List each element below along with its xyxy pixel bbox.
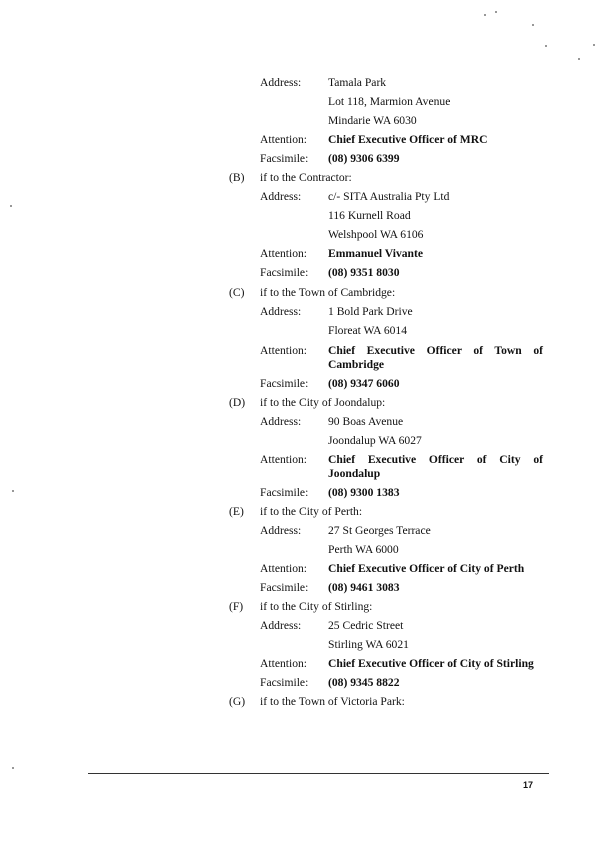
item-intro: if to the City of Stirling:: [260, 600, 373, 613]
address-line: 90 Boas Avenue: [328, 415, 404, 428]
scan-speck: [593, 44, 595, 46]
facsimile-value: (08) 9351 8030: [328, 266, 400, 279]
scan-speck: [578, 58, 580, 60]
address-label: Address:: [260, 415, 302, 428]
attention-value-continued: Cambridge: [328, 358, 385, 371]
scan-speck: [12, 767, 14, 769]
scan-speck: [484, 14, 486, 16]
address-line: 116 Kurnell Road: [328, 209, 411, 222]
scan-speck: [532, 24, 534, 26]
attention-value: Chief Executive Officer of MRC: [328, 133, 488, 146]
item-letter: (E): [229, 505, 244, 518]
address-line: c/- SITA Australia Pty Ltd: [328, 190, 450, 203]
address-line: Joondalup WA 6027: [328, 434, 422, 447]
facsimile-value: (08) 9345 8822: [328, 676, 400, 689]
address-label: Address:: [260, 619, 302, 632]
address-label: Address:: [260, 524, 302, 537]
address-line: 27 St Georges Terrace: [328, 524, 431, 537]
address-line: Perth WA 6000: [328, 543, 399, 556]
facsimile-value: (08) 9300 1383: [328, 486, 400, 499]
attention-label: Attention:: [260, 562, 308, 575]
attention-value-continued: Joondalup: [328, 467, 381, 480]
address-line: Tamala Park: [328, 76, 387, 89]
page-number: 17: [523, 780, 534, 790]
scan-speck: [545, 45, 547, 47]
footer-rule: [88, 773, 549, 774]
facsimile-label: Facsimile:: [260, 486, 309, 499]
attention-value: Chief Executive Officer of City of Stirling: [328, 657, 534, 670]
facsimile-value: (08) 9347 6060: [328, 377, 400, 390]
scan-speck: [10, 205, 12, 207]
attention-value: Chief Executive Officer of City of: [328, 453, 543, 466]
facsimile-value: (08) 9306 6399: [328, 152, 400, 165]
attention-value: Chief Executive Officer of City of Perth: [328, 562, 525, 575]
facsimile-value: (08) 9461 3083: [328, 581, 400, 594]
facsimile-label: Facsimile:: [260, 152, 309, 165]
attention-label: Attention:: [260, 657, 308, 670]
address-line: 25 Cedric Street: [328, 619, 404, 632]
attention-label: Attention:: [260, 133, 308, 146]
attention-label: Attention:: [260, 247, 308, 260]
item-letter: (C): [229, 286, 245, 299]
address-line: Floreat WA 6014: [328, 324, 408, 337]
address-label: Address:: [260, 305, 302, 318]
item-intro: if to the Contractor:: [260, 171, 352, 184]
item-intro: if to the Town of Victoria Park:: [260, 695, 405, 708]
address-line: Lot 118, Marmion Avenue: [328, 95, 451, 108]
address-line: Mindarie WA 6030: [328, 114, 417, 127]
attention-value: Emmanuel Vivante: [328, 247, 424, 260]
item-intro: if to the Town of Cambridge:: [260, 286, 396, 299]
address-line: 1 Bold Park Drive: [328, 305, 413, 318]
scan-speck: [495, 11, 497, 13]
address-line: Welshpool WA 6106: [328, 228, 424, 241]
attention-label: Attention:: [260, 453, 308, 466]
item-intro: if to the City of Joondalup:: [260, 396, 386, 409]
item-letter: (G): [229, 695, 246, 708]
item-intro: if to the City of Perth:: [260, 505, 363, 518]
facsimile-label: Facsimile:: [260, 676, 309, 689]
item-letter: (B): [229, 171, 245, 184]
scan-speck: [12, 490, 14, 492]
facsimile-label: Facsimile:: [260, 581, 309, 594]
address-label: Address:: [260, 190, 302, 203]
address-line: Stirling WA 6021: [328, 638, 409, 651]
attention-label: Attention:: [260, 344, 308, 357]
address-label: Address:: [260, 76, 302, 89]
facsimile-label: Facsimile:: [260, 377, 309, 390]
item-letter: (F): [229, 600, 244, 613]
item-letter: (D): [229, 396, 246, 409]
attention-value: Chief Executive Officer of Town of: [328, 344, 543, 357]
facsimile-label: Facsimile:: [260, 266, 309, 279]
